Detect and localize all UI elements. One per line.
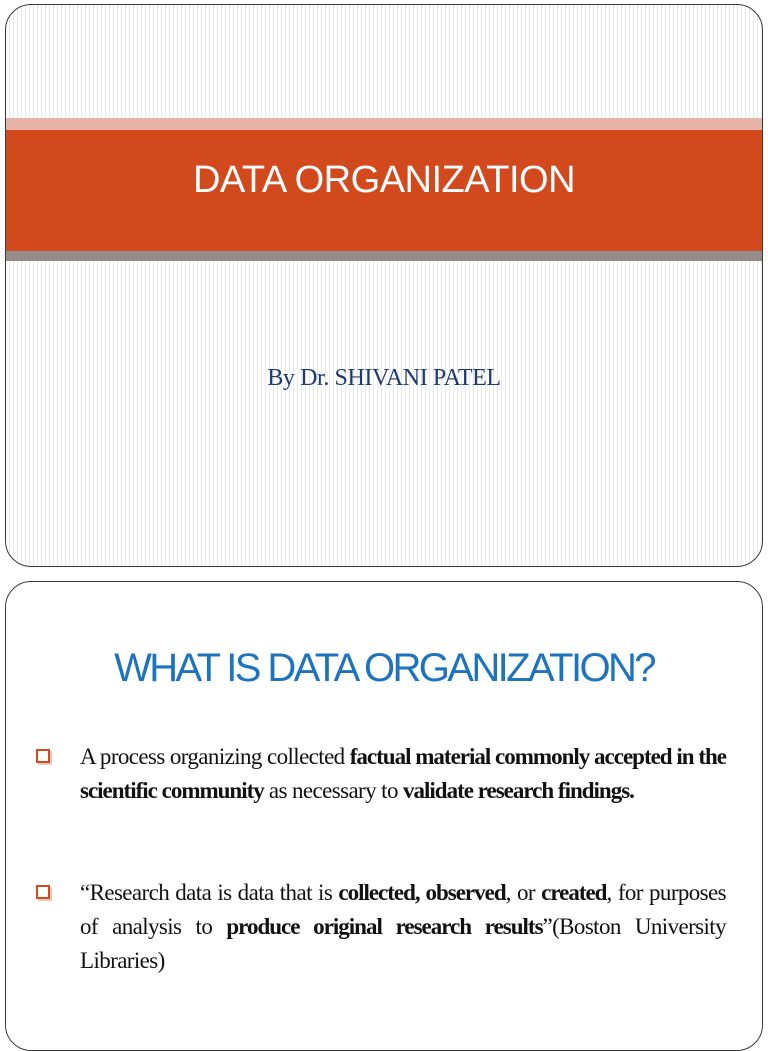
bullet-box-icon [36,749,50,763]
bold-run: factual material commonly accepted in the scientific community [80,744,726,803]
bold-run: produce original research results [226,914,543,939]
bullet-box-icon [36,885,50,899]
text-run: ”(Boston University Libraries) [80,914,726,973]
accent-strip-bottom [6,251,762,261]
text-run: , or [505,880,542,905]
bold-run: created [541,880,607,905]
content-slide [5,581,763,1051]
slide-heading: WHAT IS DATA ORGANIZATION? [114,646,654,690]
text-run: , for purposes of analysis to [80,880,726,939]
text-run: “Research data is data that is [80,880,339,905]
bullet-paragraph-2 [80,876,726,978]
bold-run: validate research findings. [403,778,634,803]
slide-author: By Dr. SHIVANI PATEL [267,365,501,391]
title-slide [5,4,763,567]
text-run: A process organizing collected [80,744,350,769]
slide-title: DATA ORGANIZATION [192,159,576,201]
bullet-paragraph-1 [80,740,726,808]
text-run: as necessary to [263,778,404,803]
accent-strip-top [6,118,762,130]
bold-run: collected, observed [338,880,506,905]
